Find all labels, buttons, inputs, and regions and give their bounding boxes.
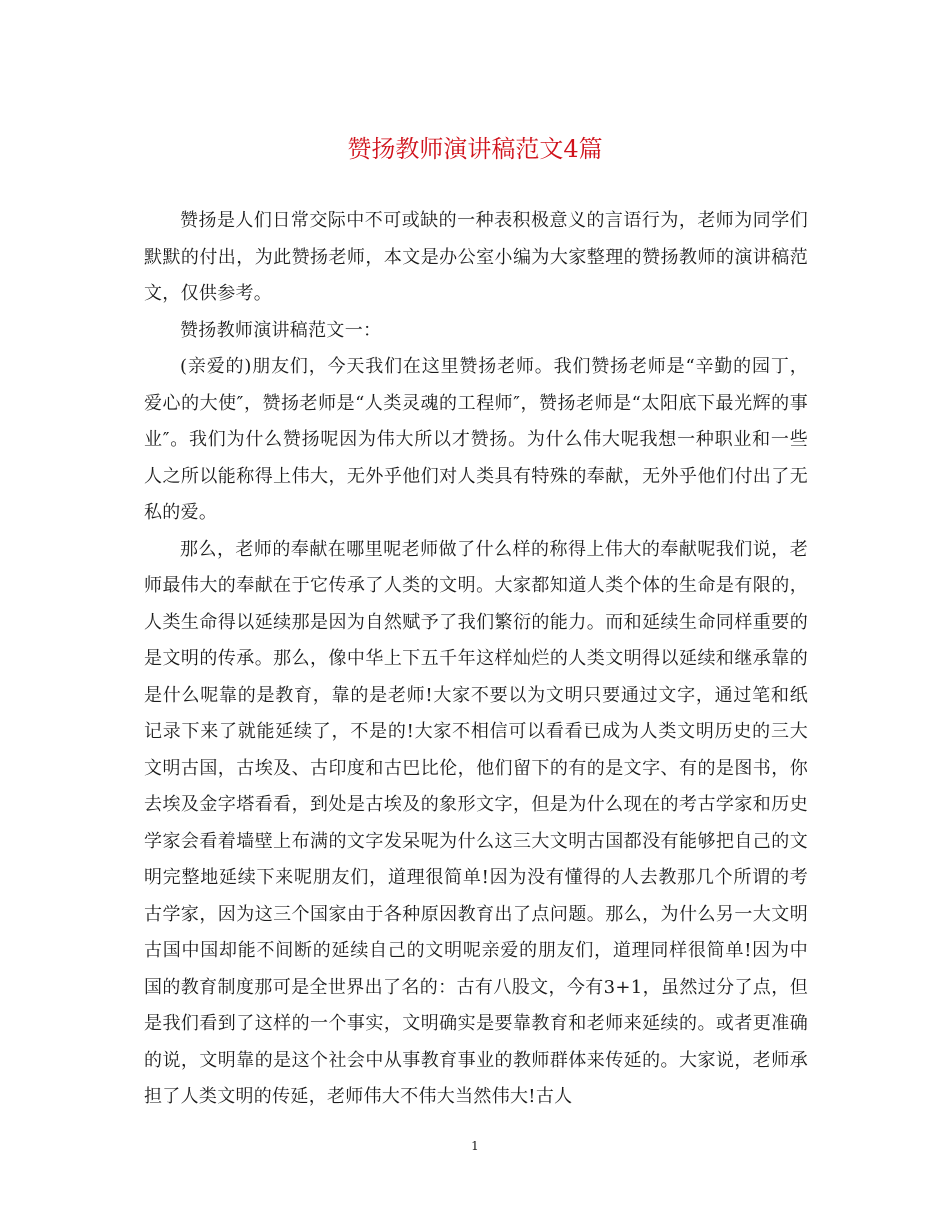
paragraph-speech-body: 那么，老师的奉献在哪里呢老师做了什么样的称得上伟大的奉献呢我们说，老师最伟大的奉献在于它传承了人类的文明。大家都知道人类个体的生命是有限的，人类生命得以延续那是因为自然赋予了我们繁衍的能力。而和延续生命同样重要的是文明的传承。那么，像中华上下五千年这样灿烂的人类文明得以延续和继承靠的是什么呢靠的是教育，靠的是老师!大家不要以为文明只要通过文字，通过笔和纸记录下来了就能延续了，不是的!大家不相信可以看看已成为人类文明历史的三大文明古国，古埃及、古印度和古巴比伦，他们留下的有的是文字、有的是图书，你去埃及金字塔看看，到处是古埃及的象形文字，但是为什么现在的考古学家和历史学家会看着墙壁上布满的文字发呆呢为什么这三大文明古国都没有能够把自己的文明完整地延续下来呢朋友们，道理很简单!因为没有懂得的人去教那几个所谓的考古学家，因为这三个国家由于各种原因教育出了点问题。那么，为什么另一大文明古国中国却能不间断的延续自己的文明呢亲爱的朋友们，道理同样很简单!因为中国的教育制度那可是全世界出了名的：古有八股文，今有3+1，虽然过分了点，但是我们看到了这样的一个事实，文明确实是要靠教育和老师来延续的。或者更准确的说，文明靠的是这个社会中从事教育事业的教师群体来传延的。大家说，老师承担了人类文明的传延，老师伟大不伟大当然伟大!古人 xyxy=(144,538,808,1107)
paragraph-intro: 赞扬是人们日常交际中不可或缺的一种表积极意义的言语行为，老师为同学们默默的付出，为此赞扬老师，本文是办公室小编为大家整理的赞扬教师的演讲稿范文，仅供参考。 xyxy=(144,210,808,304)
document-title: 赞扬教师演讲稿范文4篇 xyxy=(347,135,603,163)
paragraph-speech-opening: (亲爱的)朋友们，今天我们在这里赞扬老师。我们赞扬老师是“辛勤的园丁，爱心的大使″，赞扬老师是“人类灵魂的工程师″，赞扬老师是“太阳底下最光辉的事业″。我们为什么赞扬呢因为伟大所以才赞扬。为什么伟大呢我想一种职业和一些人之所以能称得上伟大，无外乎他们对人类具有特殊的奉献，无外乎他们付出了无私的爱。 xyxy=(144,356,808,523)
document-body xyxy=(144,203,808,1116)
page-number: 1 xyxy=(471,1139,479,1153)
paragraph-section-heading: 赞扬教师演讲稿范文一： xyxy=(180,319,382,341)
